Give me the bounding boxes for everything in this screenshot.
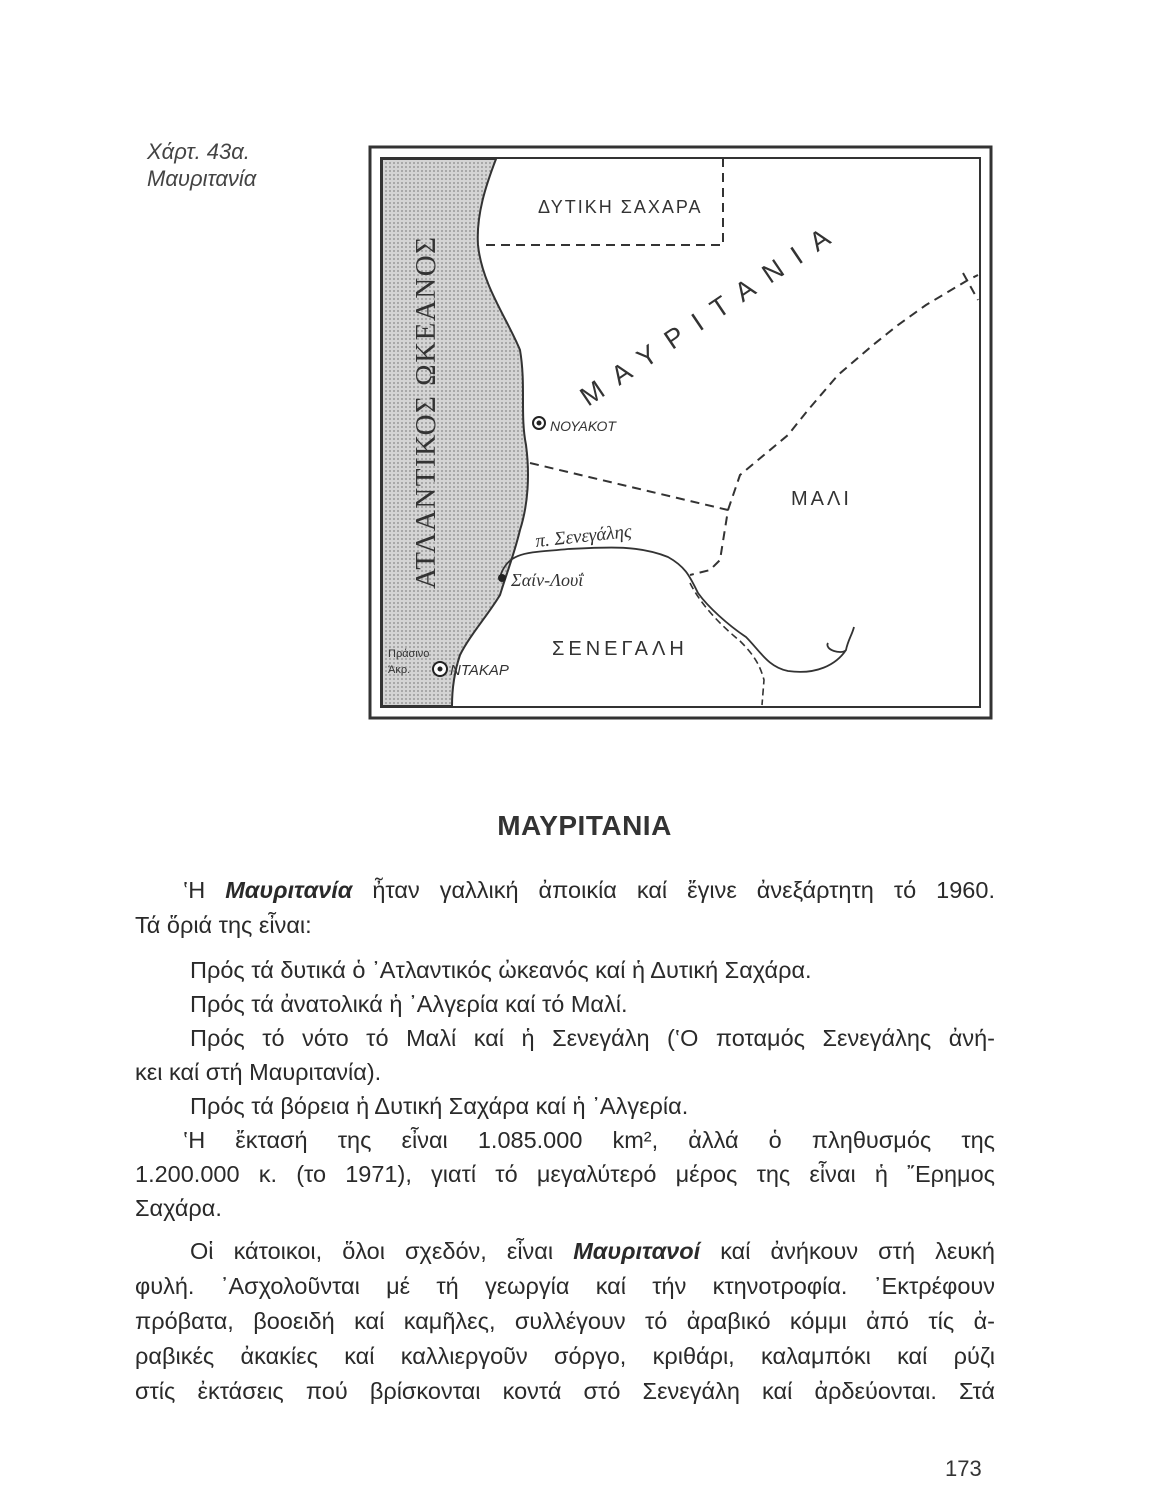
text-line: στίς ἐκτάσεις πού βρίσκονται κοντά στό Σενεγάλη καί ἀρδεύονται. Στά: [135, 1378, 995, 1404]
ocean-label: ΑΤΛΑΝΤΙΚΟΣ ΩΚΕΑΝΟΣ: [410, 235, 442, 589]
saint-louis-label: Σαίν-Λουΐ: [511, 570, 584, 590]
cape-label-2: Άκρ.: [388, 664, 411, 676]
page-number: 173: [945, 1456, 982, 1481]
senegal-label: ΣΕΝΕΓΑΛΗ: [552, 638, 688, 660]
text-line: 1.200.000 κ. (το 1971), γιατί τό μεγαλύτερό μέρος της εἶναι ἡ ῎Ερημος: [135, 1161, 995, 1187]
text-line: Σαχάρα.: [135, 1195, 222, 1221]
dakar-label: ΝΤΑΚΑΡ: [450, 662, 509, 679]
text-line: ‛Η Μαυριτανία ἦταν γαλλική ἀποικία καί ἔγινε ἀνεξάρτητη τό 1960.: [183, 877, 995, 903]
western-sahara-label: ΔΥΤΙΚΗ ΣΑΧΑΡΑ: [538, 197, 703, 217]
map-caption: Χάρτ. 43α. Μαυριτανία: [147, 139, 257, 191]
river-label: π. Σενεγάλης: [534, 520, 633, 552]
cape-label-1: Πράσινο: [388, 648, 430, 660]
text-line: Τά ὅριά της εἶναι:: [135, 912, 312, 938]
section-heading: ΜΑΥΡΙΤΑΝΙΑ: [497, 810, 672, 841]
map-mauritania: [368, 145, 993, 720]
capital-label: ΝΟΥΑΚΟΤ: [550, 418, 616, 434]
text-line: φυλή. ᾿Ασχολοῦνται μέ τή γεωργία καί τήν κτηνοτροφία. ᾿Εκτρέφουν: [135, 1273, 995, 1299]
text-line: Πρός τά ἀνατολικά ἡ ᾿Αλγερία καί τό Μαλί.: [190, 991, 628, 1017]
text-line: Πρός τά βόρεια ἡ Δυτική Σαχάρα καί ἡ ᾿Αλγερία.: [190, 1093, 689, 1119]
saint-louis-marker: [498, 574, 506, 582]
text-line: Οἱ κάτοικοι, ὅλοι σχεδόν, εἶναι Μαυριτανοί καί ἀνήκουν στή λευκή: [190, 1238, 995, 1264]
country-label: ΜΑΥΡΙΤΑΝΙΑ: [574, 214, 848, 412]
mali-label: ΜΑΛΙ: [791, 488, 852, 510]
text-line: κει καί στή Μαυριτανία).: [135, 1059, 382, 1085]
text-line: ‛Η ἔκτασή της εἶναι 1.085.000 km², ἀλλά ὁ πληθυσμός της: [183, 1127, 995, 1153]
text-line: Πρός τά δυτικά ὁ ᾿Ατλαντικός ὠκεανός καί ἡ Δυτική Σαχάρα.: [190, 957, 812, 983]
text-line: Πρός τό νότο τό Μαλί καί ἡ Σενεγάλη (‛Ο ποταμός Σενεγάλης ἀνή-: [190, 1025, 995, 1051]
text-line: πρόβατα, βοοειδή καί καμῆλες, συλλέγουν τό ἀραβικό κόμμι ἀπό τίς ἀ-: [135, 1308, 995, 1334]
text-line: ραβικές ἀκακίες καί καλλιεργοῦν σόργο, κριθάρι, καλαμπόκι καί ρύζι: [135, 1343, 995, 1369]
